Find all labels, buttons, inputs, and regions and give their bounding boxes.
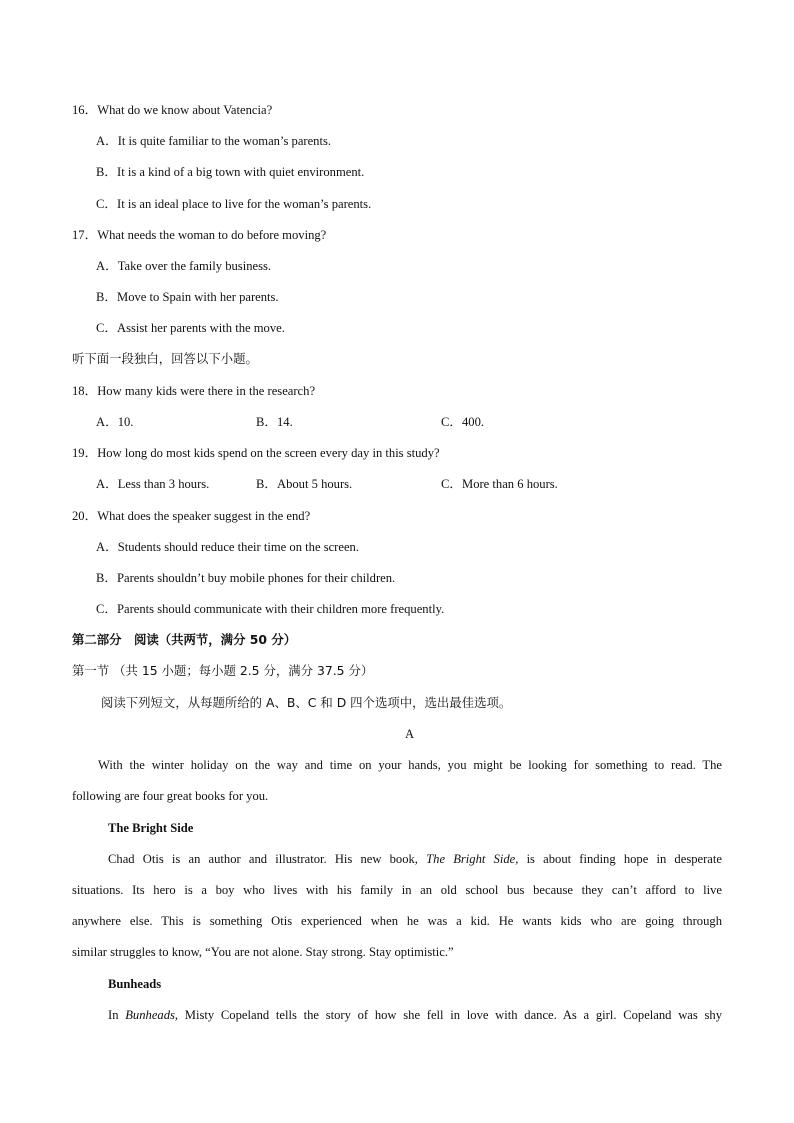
reading-instruction: 阅读下列短文，从每题所给的 A、B、C 和 D 四个选项中，选出最佳选项。: [101, 695, 512, 710]
question-18-option-b: B．14.: [256, 415, 293, 429]
question-17-stem: 17．What needs the woman to do before moving?: [72, 228, 327, 242]
intro-line-1: With the winter holiday on the way and time on your hands, you might be looking for something to read. The: [98, 758, 722, 772]
question-17-option-a: A．Take over the family business.: [96, 259, 272, 273]
book1-line-1-lead: Chad Otis is an author and illustrator. His new book,: [108, 852, 418, 866]
question-17-option-b: B．Move to Spain with her parents.: [96, 290, 279, 304]
book-title-bunheads: Bunheads: [108, 977, 162, 991]
book1-line-3: anywhere else. This is something Otis experienced when he was a kid. He wants kids who are going through: [72, 914, 722, 928]
book-title-bright-side: The Bright Side: [108, 821, 194, 835]
section-one-heading: 第一节 （共 15 小题；每小题 2.5 分，满分 37.5 分）: [72, 663, 374, 678]
book1-line-1-tail: is about finding hope in desperate: [526, 852, 722, 866]
question-16-option-a: A．It is quite familiar to the woman’s parents.: [96, 134, 332, 148]
passage-label: A: [405, 727, 415, 741]
question-19-option-a: A．Less than 3 hours.: [96, 477, 210, 491]
part-two-heading: 第二部分 阅读（共两节，满分 50 分）: [72, 632, 297, 647]
intro-line-2: following are four great books for you.: [72, 789, 269, 803]
book2-line-1-lead: In: [108, 1008, 119, 1022]
question-20-option-a: A．Students should reduce their time on the screen.: [96, 540, 360, 554]
question-18-option-c: C．400.: [441, 415, 485, 429]
book1-line-2: situations. Its hero is a boy who lives with his family in an old school bus because they can’t afford to live: [72, 883, 722, 897]
book2-inline-title: Bunheads,: [125, 1008, 179, 1022]
book1-line-1: [108, 853, 722, 866]
book2-line-1-tail: Misty Copeland tells the story of how she fell in love with dance. As a girl. Copeland was shy: [184, 1008, 722, 1022]
question-16-option-b: B．It is a kind of a big town with quiet environment.: [96, 165, 365, 179]
question-18-option-a: A．10.: [96, 415, 134, 429]
question-16-stem: 16．What do we know about Vatencia?: [72, 103, 273, 117]
question-20-option-c: C．Parents should communicate with their children more frequently.: [96, 602, 445, 616]
question-20-stem: 20．What does the speaker suggest in the end?: [72, 509, 311, 523]
question-19-option-b: B．About 5 hours.: [256, 477, 353, 491]
question-19-option-c: C．More than 6 hours.: [441, 477, 558, 491]
question-17-option-c: C．Assist her parents with the move.: [96, 321, 285, 335]
question-16-option-c: C．It is an ideal place to live for the woman’s parents.: [96, 197, 372, 211]
book1-line-4: similar struggles to know, “You are not alone. Stay strong. Stay optimistic.”: [72, 945, 454, 959]
monologue-instruction: 听下面一段独白，回答以下小题。: [72, 351, 258, 366]
question-18-stem: 18．How many kids were there in the research?: [72, 384, 316, 398]
question-20-option-b: B．Parents shouldn’t buy mobile phones for their children.: [96, 571, 396, 585]
book1-inline-title: The Bright Side,: [426, 852, 519, 866]
question-19-stem: 19．How long do most kids spend on the screen every day in this study?: [72, 446, 440, 460]
book2-line-1: [108, 1009, 722, 1022]
